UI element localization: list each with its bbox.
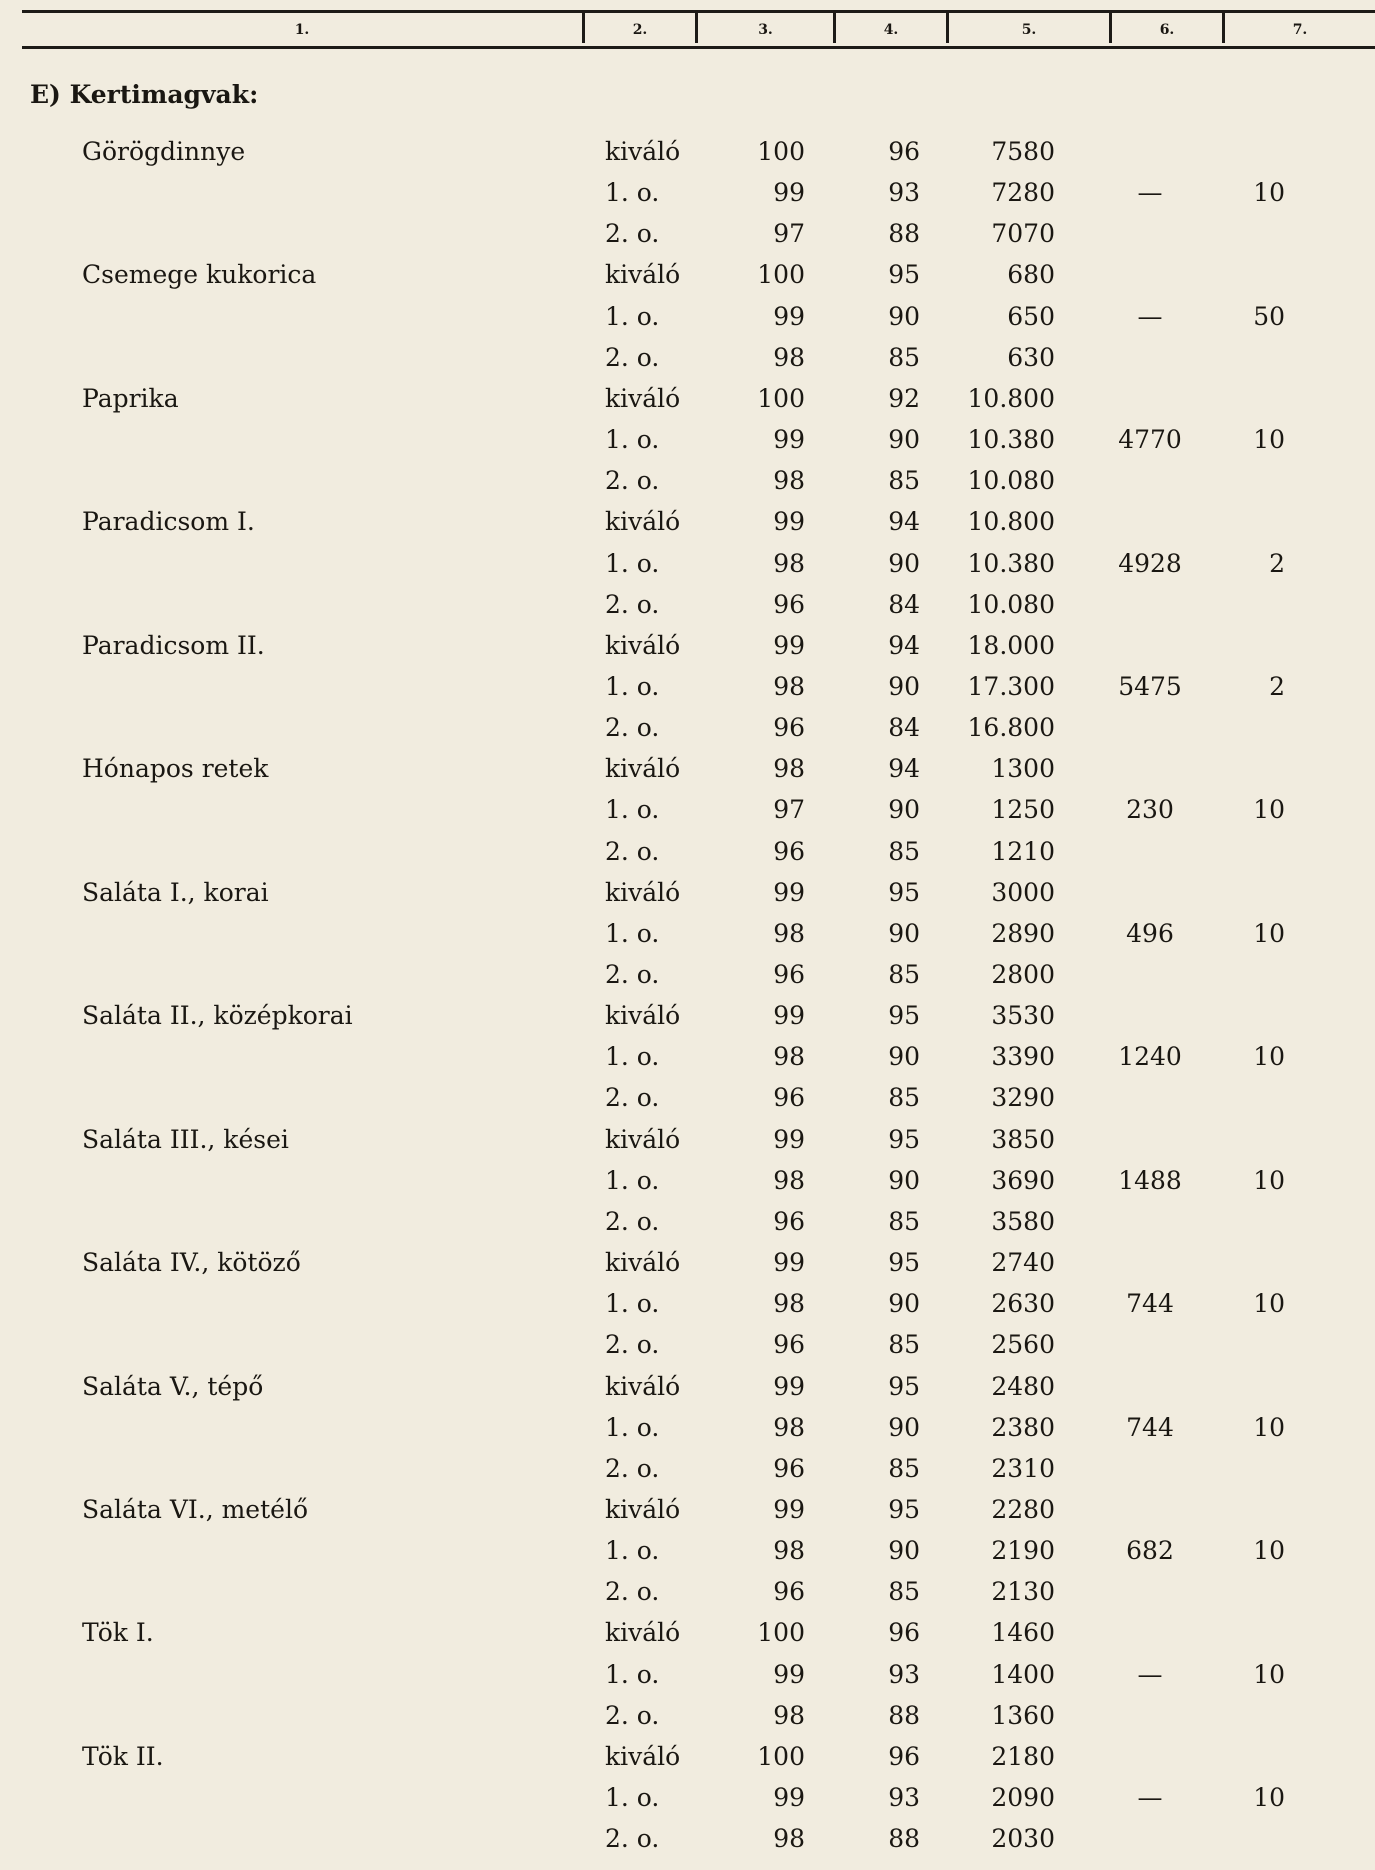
product-name: Hónapos retek bbox=[82, 754, 269, 784]
quality-grade: 2. o. bbox=[605, 836, 660, 866]
col-3-value: 99 bbox=[773, 1783, 805, 1812]
table-row bbox=[0, 213, 1375, 254]
quality-grade: kiváló bbox=[605, 1001, 681, 1031]
col-3-value: 98 bbox=[773, 918, 805, 948]
product-name: Tök II. bbox=[82, 1741, 164, 1771]
col-5-value: 7280 bbox=[991, 178, 1055, 208]
col-5-value: 2180 bbox=[991, 1741, 1055, 1771]
col-5-value: 18.000 bbox=[967, 630, 1055, 660]
table-row bbox=[0, 1283, 1375, 1324]
col-5-value: 10.800 bbox=[967, 383, 1055, 413]
table-row bbox=[0, 1530, 1375, 1571]
column-header-4: 4. bbox=[883, 21, 899, 38]
table-row bbox=[0, 501, 1375, 542]
col-3-value: 99 bbox=[773, 178, 805, 208]
col-4-value: 95 bbox=[888, 260, 920, 290]
col-5-value: 1250 bbox=[991, 795, 1055, 825]
table-row bbox=[0, 543, 1375, 584]
column-header-3: 3. bbox=[758, 21, 773, 38]
col-5-value: 3290 bbox=[991, 1083, 1055, 1113]
col-4-value: 95 bbox=[888, 1001, 920, 1031]
quality-grade: 1. o. bbox=[605, 1042, 660, 1072]
col-4-value: 90 bbox=[888, 1289, 920, 1319]
table-row bbox=[0, 954, 1375, 995]
product-name: Saláta IV., kötöző bbox=[82, 1248, 301, 1278]
col-3-value: 98 bbox=[773, 1412, 805, 1442]
col-5-value: 7580 bbox=[991, 137, 1055, 166]
col-4-value: 85 bbox=[888, 466, 920, 496]
column-divider bbox=[833, 13, 836, 43]
col-4-value: 85 bbox=[888, 1577, 920, 1607]
col-7-value: 2 bbox=[1269, 671, 1285, 701]
col-4-value: 84 bbox=[888, 713, 920, 743]
col-5-value: 2380 bbox=[991, 1412, 1055, 1442]
table-row bbox=[0, 1695, 1375, 1736]
col-3-value: 100 bbox=[757, 383, 805, 413]
col-4-value: 90 bbox=[888, 425, 920, 455]
col-3-value: 100 bbox=[757, 260, 805, 290]
header-bottom-rule bbox=[22, 46, 1375, 49]
product-name: Csemege kukorica bbox=[82, 260, 317, 290]
col-5-value: 3000 bbox=[991, 877, 1055, 907]
quality-grade: 2. o. bbox=[605, 342, 660, 372]
col-5-value: 2030 bbox=[991, 1824, 1055, 1854]
col-4-value: 96 bbox=[888, 1618, 920, 1648]
col-3-value: 99 bbox=[773, 301, 805, 331]
col-4-value: 95 bbox=[888, 1248, 920, 1278]
col-5-value: 3530 bbox=[991, 1001, 1055, 1031]
table-row bbox=[0, 831, 1375, 872]
quality-grade: 2. o. bbox=[605, 1577, 660, 1607]
col-5-value: 2090 bbox=[991, 1783, 1055, 1812]
col-7-value: 10 bbox=[1253, 1412, 1285, 1442]
table-row bbox=[0, 789, 1375, 830]
table-row bbox=[0, 131, 1375, 172]
table-row bbox=[0, 1777, 1375, 1818]
col-3-value: 96 bbox=[773, 713, 805, 743]
quality-grade: kiváló bbox=[605, 383, 681, 413]
product-name: Saláta VI., metélő bbox=[82, 1494, 308, 1524]
col-3-value: 99 bbox=[773, 1371, 805, 1401]
table-row bbox=[0, 995, 1375, 1036]
col-4-value: 90 bbox=[888, 1412, 920, 1442]
quality-grade: 1. o. bbox=[605, 1412, 660, 1442]
col-7-value: 10 bbox=[1253, 918, 1285, 948]
col-5-value: 10.380 bbox=[967, 425, 1055, 455]
quality-grade: 2. o. bbox=[605, 1330, 660, 1360]
quality-grade: 2. o. bbox=[605, 960, 660, 989]
table-row bbox=[0, 1201, 1375, 1242]
col-6-value: 744 bbox=[1126, 1289, 1174, 1319]
col-5-value: 2560 bbox=[991, 1330, 1055, 1360]
col-4-value: 88 bbox=[888, 219, 920, 249]
column-header-6: 6. bbox=[1159, 21, 1175, 38]
col-3-value: 98 bbox=[773, 1700, 805, 1730]
col-3-value: 97 bbox=[773, 219, 805, 249]
quality-grade: kiváló bbox=[605, 754, 681, 784]
col-4-value: 95 bbox=[888, 1371, 920, 1401]
col-4-value: 85 bbox=[888, 342, 920, 372]
column-divider bbox=[1222, 13, 1225, 43]
col-3-value: 99 bbox=[773, 425, 805, 455]
column-header-row bbox=[22, 13, 1375, 46]
table-row bbox=[0, 1654, 1375, 1695]
table-row bbox=[0, 419, 1375, 460]
col-5-value: 17.300 bbox=[967, 671, 1055, 701]
column-header-7: 7. bbox=[1292, 21, 1308, 38]
quality-grade: 1. o. bbox=[605, 178, 660, 208]
column-divider bbox=[695, 13, 698, 43]
col-4-value: 90 bbox=[888, 1042, 920, 1072]
quality-grade: kiváló bbox=[605, 1494, 681, 1524]
product-name: Saláta I., korai bbox=[82, 877, 269, 907]
quality-grade: 2. o. bbox=[605, 1824, 660, 1854]
quality-grade: 1. o. bbox=[605, 301, 660, 331]
table-row bbox=[0, 666, 1375, 707]
col-3-value: 98 bbox=[773, 1165, 805, 1195]
col-5-value: 10.800 bbox=[967, 507, 1055, 537]
quality-grade: 1. o. bbox=[605, 795, 660, 825]
col-5-value: 16.800 bbox=[967, 713, 1055, 743]
col-7-value: 10 bbox=[1253, 1289, 1285, 1319]
product-name: Paradicsom II. bbox=[82, 630, 265, 660]
col-3-value: 98 bbox=[773, 1042, 805, 1072]
col-6-value: 744 bbox=[1126, 1412, 1174, 1442]
col-5-value: 1210 bbox=[991, 836, 1055, 866]
col-3-value: 99 bbox=[773, 1248, 805, 1278]
col-7-value: 10 bbox=[1253, 1659, 1285, 1689]
table-row bbox=[0, 460, 1375, 501]
col-5-value: 650 bbox=[1007, 301, 1055, 331]
col-6-value: 230 bbox=[1126, 795, 1174, 825]
col-7-value: 10 bbox=[1253, 795, 1285, 825]
col-6-value: 1488 bbox=[1118, 1165, 1182, 1195]
table-row bbox=[0, 337, 1375, 378]
col-6-value: 5475 bbox=[1118, 671, 1182, 701]
col-4-value: 90 bbox=[888, 1536, 920, 1566]
table-row bbox=[0, 584, 1375, 625]
quality-grade: 1. o. bbox=[605, 671, 660, 701]
quality-grade: 1. o. bbox=[605, 1165, 660, 1195]
col-3-value: 99 bbox=[773, 1659, 805, 1689]
table-row bbox=[0, 748, 1375, 789]
quality-grade: 2. o. bbox=[605, 589, 660, 619]
col-4-value: 93 bbox=[888, 1659, 920, 1689]
product-name: Saláta V., tépő bbox=[82, 1371, 264, 1401]
table-row bbox=[0, 1160, 1375, 1201]
table-row bbox=[0, 1489, 1375, 1530]
quality-grade: 2. o. bbox=[605, 1206, 660, 1236]
col-5-value: 3850 bbox=[991, 1124, 1055, 1154]
col-6-value: — bbox=[1137, 178, 1163, 208]
col-4-value: 85 bbox=[888, 1206, 920, 1236]
col-7-value: 10 bbox=[1253, 178, 1285, 208]
col-3-value: 99 bbox=[773, 1494, 805, 1524]
col-5-value: 2190 bbox=[991, 1536, 1055, 1566]
col-4-value: 95 bbox=[888, 1124, 920, 1154]
col-4-value: 95 bbox=[888, 877, 920, 907]
col-4-value: 94 bbox=[888, 630, 920, 660]
col-4-value: 93 bbox=[888, 178, 920, 208]
quality-grade: kiváló bbox=[605, 877, 681, 907]
col-5-value: 680 bbox=[1007, 260, 1055, 290]
col-4-value: 85 bbox=[888, 836, 920, 866]
table-row bbox=[0, 1242, 1375, 1283]
quality-grade: kiváló bbox=[605, 1248, 681, 1278]
col-4-value: 88 bbox=[888, 1824, 920, 1854]
col-5-value: 2480 bbox=[991, 1371, 1055, 1401]
table-row bbox=[0, 1366, 1375, 1407]
table-row bbox=[0, 1448, 1375, 1489]
quality-grade: kiváló bbox=[605, 1371, 681, 1401]
table-row bbox=[0, 872, 1375, 913]
col-5-value: 10.080 bbox=[967, 466, 1055, 496]
col-4-value: 85 bbox=[888, 1083, 920, 1113]
col-7-value: 2 bbox=[1269, 548, 1285, 578]
col-3-value: 100 bbox=[757, 137, 805, 166]
col-3-value: 98 bbox=[773, 548, 805, 578]
col-3-value: 99 bbox=[773, 630, 805, 660]
col-4-value: 95 bbox=[888, 1494, 920, 1524]
col-4-value: 94 bbox=[888, 507, 920, 537]
col-3-value: 96 bbox=[773, 960, 805, 989]
table-row bbox=[0, 1036, 1375, 1077]
col-7-value: 50 bbox=[1253, 301, 1285, 331]
col-5-value: 1300 bbox=[991, 754, 1055, 784]
table-row bbox=[0, 1736, 1375, 1777]
quality-grade: kiváló bbox=[605, 1124, 681, 1154]
quality-grade: 1. o. bbox=[605, 1536, 660, 1566]
col-5-value: 1360 bbox=[991, 1700, 1055, 1730]
quality-grade: 2. o. bbox=[605, 1453, 660, 1483]
column-divider bbox=[1109, 13, 1112, 43]
col-5-value: 3390 bbox=[991, 1042, 1055, 1072]
col-3-value: 97 bbox=[773, 795, 805, 825]
table-row bbox=[0, 913, 1375, 954]
col-3-value: 99 bbox=[773, 507, 805, 537]
quality-grade: kiváló bbox=[605, 507, 681, 537]
col-4-value: 90 bbox=[888, 918, 920, 948]
col-3-value: 98 bbox=[773, 466, 805, 496]
product-name: Paprika bbox=[82, 383, 179, 413]
product-name: Paradicsom I. bbox=[82, 507, 255, 537]
col-5-value: 2890 bbox=[991, 918, 1055, 948]
table-row bbox=[0, 378, 1375, 419]
col-3-value: 96 bbox=[773, 1206, 805, 1236]
col-4-value: 90 bbox=[888, 1165, 920, 1195]
col-6-value: 1240 bbox=[1118, 1042, 1182, 1072]
col-5-value: 1460 bbox=[991, 1618, 1055, 1648]
table-row bbox=[0, 1571, 1375, 1612]
table-row bbox=[0, 1077, 1375, 1118]
col-7-value: 10 bbox=[1253, 1783, 1285, 1812]
column-header-2: 2. bbox=[632, 21, 648, 38]
col-6-value: — bbox=[1137, 301, 1163, 331]
quality-grade: 2. o. bbox=[605, 1700, 660, 1730]
col-6-value: 4770 bbox=[1118, 425, 1182, 455]
col-4-value: 90 bbox=[888, 671, 920, 701]
quality-grade: 2. o. bbox=[605, 219, 660, 249]
col-7-value: 10 bbox=[1253, 1536, 1285, 1566]
col-6-value: 496 bbox=[1126, 918, 1174, 948]
section-title: E) Kertimagvak: bbox=[30, 80, 259, 109]
col-3-value: 98 bbox=[773, 671, 805, 701]
col-4-value: 85 bbox=[888, 960, 920, 989]
col-4-value: 90 bbox=[888, 795, 920, 825]
quality-grade: kiváló bbox=[605, 1741, 681, 1771]
col-4-value: 90 bbox=[888, 301, 920, 331]
product-name: Görögdinnye bbox=[82, 137, 246, 166]
col-5-value: 3690 bbox=[991, 1165, 1055, 1195]
col-5-value: 10.080 bbox=[967, 589, 1055, 619]
quality-grade: kiváló bbox=[605, 630, 681, 660]
quality-grade: kiváló bbox=[605, 1618, 681, 1648]
quality-grade: 1. o. bbox=[605, 1659, 660, 1689]
col-6-value: — bbox=[1137, 1659, 1163, 1689]
col-3-value: 96 bbox=[773, 836, 805, 866]
col-4-value: 93 bbox=[888, 1783, 920, 1812]
col-3-value: 98 bbox=[773, 754, 805, 784]
table-row bbox=[0, 1407, 1375, 1448]
col-5-value: 3580 bbox=[991, 1206, 1055, 1236]
col-7-value: 10 bbox=[1253, 425, 1285, 455]
col-3-value: 96 bbox=[773, 1453, 805, 1483]
col-3-value: 100 bbox=[757, 1618, 805, 1648]
col-5-value: 2280 bbox=[991, 1494, 1055, 1524]
col-3-value: 100 bbox=[757, 1741, 805, 1771]
col-4-value: 85 bbox=[888, 1330, 920, 1360]
col-4-value: 90 bbox=[888, 548, 920, 578]
table-row bbox=[0, 254, 1375, 295]
col-3-value: 96 bbox=[773, 1577, 805, 1607]
quality-grade: 1. o. bbox=[605, 1289, 660, 1319]
quality-grade: 1. o. bbox=[605, 425, 660, 455]
table-row bbox=[0, 296, 1375, 337]
table-row bbox=[0, 1119, 1375, 1160]
col-3-value: 99 bbox=[773, 877, 805, 907]
quality-grade: 1. o. bbox=[605, 548, 660, 578]
column-header-1: 1. bbox=[294, 21, 310, 38]
col-4-value: 96 bbox=[888, 137, 920, 166]
table-row bbox=[0, 1612, 1375, 1653]
col-4-value: 96 bbox=[888, 1741, 920, 1771]
col-6-value: 682 bbox=[1126, 1536, 1174, 1566]
table-row bbox=[0, 707, 1375, 748]
col-3-value: 96 bbox=[773, 589, 805, 619]
col-5-value: 2800 bbox=[991, 960, 1055, 989]
product-name: Saláta III., kései bbox=[82, 1124, 289, 1154]
col-3-value: 98 bbox=[773, 1536, 805, 1566]
table-row bbox=[0, 1818, 1375, 1859]
col-5-value: 7070 bbox=[991, 219, 1055, 249]
quality-grade: kiváló bbox=[605, 260, 681, 290]
col-4-value: 85 bbox=[888, 1453, 920, 1483]
col-7-value: 10 bbox=[1253, 1042, 1285, 1072]
col-3-value: 98 bbox=[773, 1824, 805, 1854]
quality-grade: 2. o. bbox=[605, 1083, 660, 1113]
col-5-value: 2310 bbox=[991, 1453, 1055, 1483]
col-3-value: 99 bbox=[773, 1001, 805, 1031]
quality-grade: 1. o. bbox=[605, 1783, 660, 1812]
col-7-value: 10 bbox=[1253, 1165, 1285, 1195]
table-row bbox=[0, 1324, 1375, 1365]
quality-grade: 2. o. bbox=[605, 466, 660, 496]
table-row bbox=[0, 625, 1375, 666]
col-5-value: 2130 bbox=[991, 1577, 1055, 1607]
col-6-value: — bbox=[1137, 1783, 1163, 1812]
col-4-value: 84 bbox=[888, 589, 920, 619]
col-6-value: 4928 bbox=[1118, 548, 1182, 578]
col-5-value: 1400 bbox=[991, 1659, 1055, 1689]
col-3-value: 99 bbox=[773, 1124, 805, 1154]
column-header-5: 5. bbox=[1021, 21, 1037, 38]
col-4-value: 92 bbox=[888, 383, 920, 413]
col-3-value: 98 bbox=[773, 1289, 805, 1319]
column-divider bbox=[582, 13, 585, 43]
quality-grade: kiváló bbox=[605, 137, 681, 166]
col-5-value: 2740 bbox=[991, 1248, 1055, 1278]
col-5-value: 2630 bbox=[991, 1289, 1055, 1319]
col-5-value: 10.380 bbox=[967, 548, 1055, 578]
quality-grade: 2. o. bbox=[605, 713, 660, 743]
col-4-value: 88 bbox=[888, 1700, 920, 1730]
product-name: Saláta II., középkorai bbox=[82, 1001, 353, 1031]
product-name: Tök I. bbox=[82, 1618, 154, 1648]
column-divider bbox=[946, 13, 949, 43]
quality-grade: 1. o. bbox=[605, 918, 660, 948]
col-3-value: 98 bbox=[773, 342, 805, 372]
col-4-value: 94 bbox=[888, 754, 920, 784]
col-3-value: 96 bbox=[773, 1330, 805, 1360]
col-5-value: 630 bbox=[1007, 342, 1055, 372]
table-row bbox=[0, 172, 1375, 213]
col-3-value: 96 bbox=[773, 1083, 805, 1113]
